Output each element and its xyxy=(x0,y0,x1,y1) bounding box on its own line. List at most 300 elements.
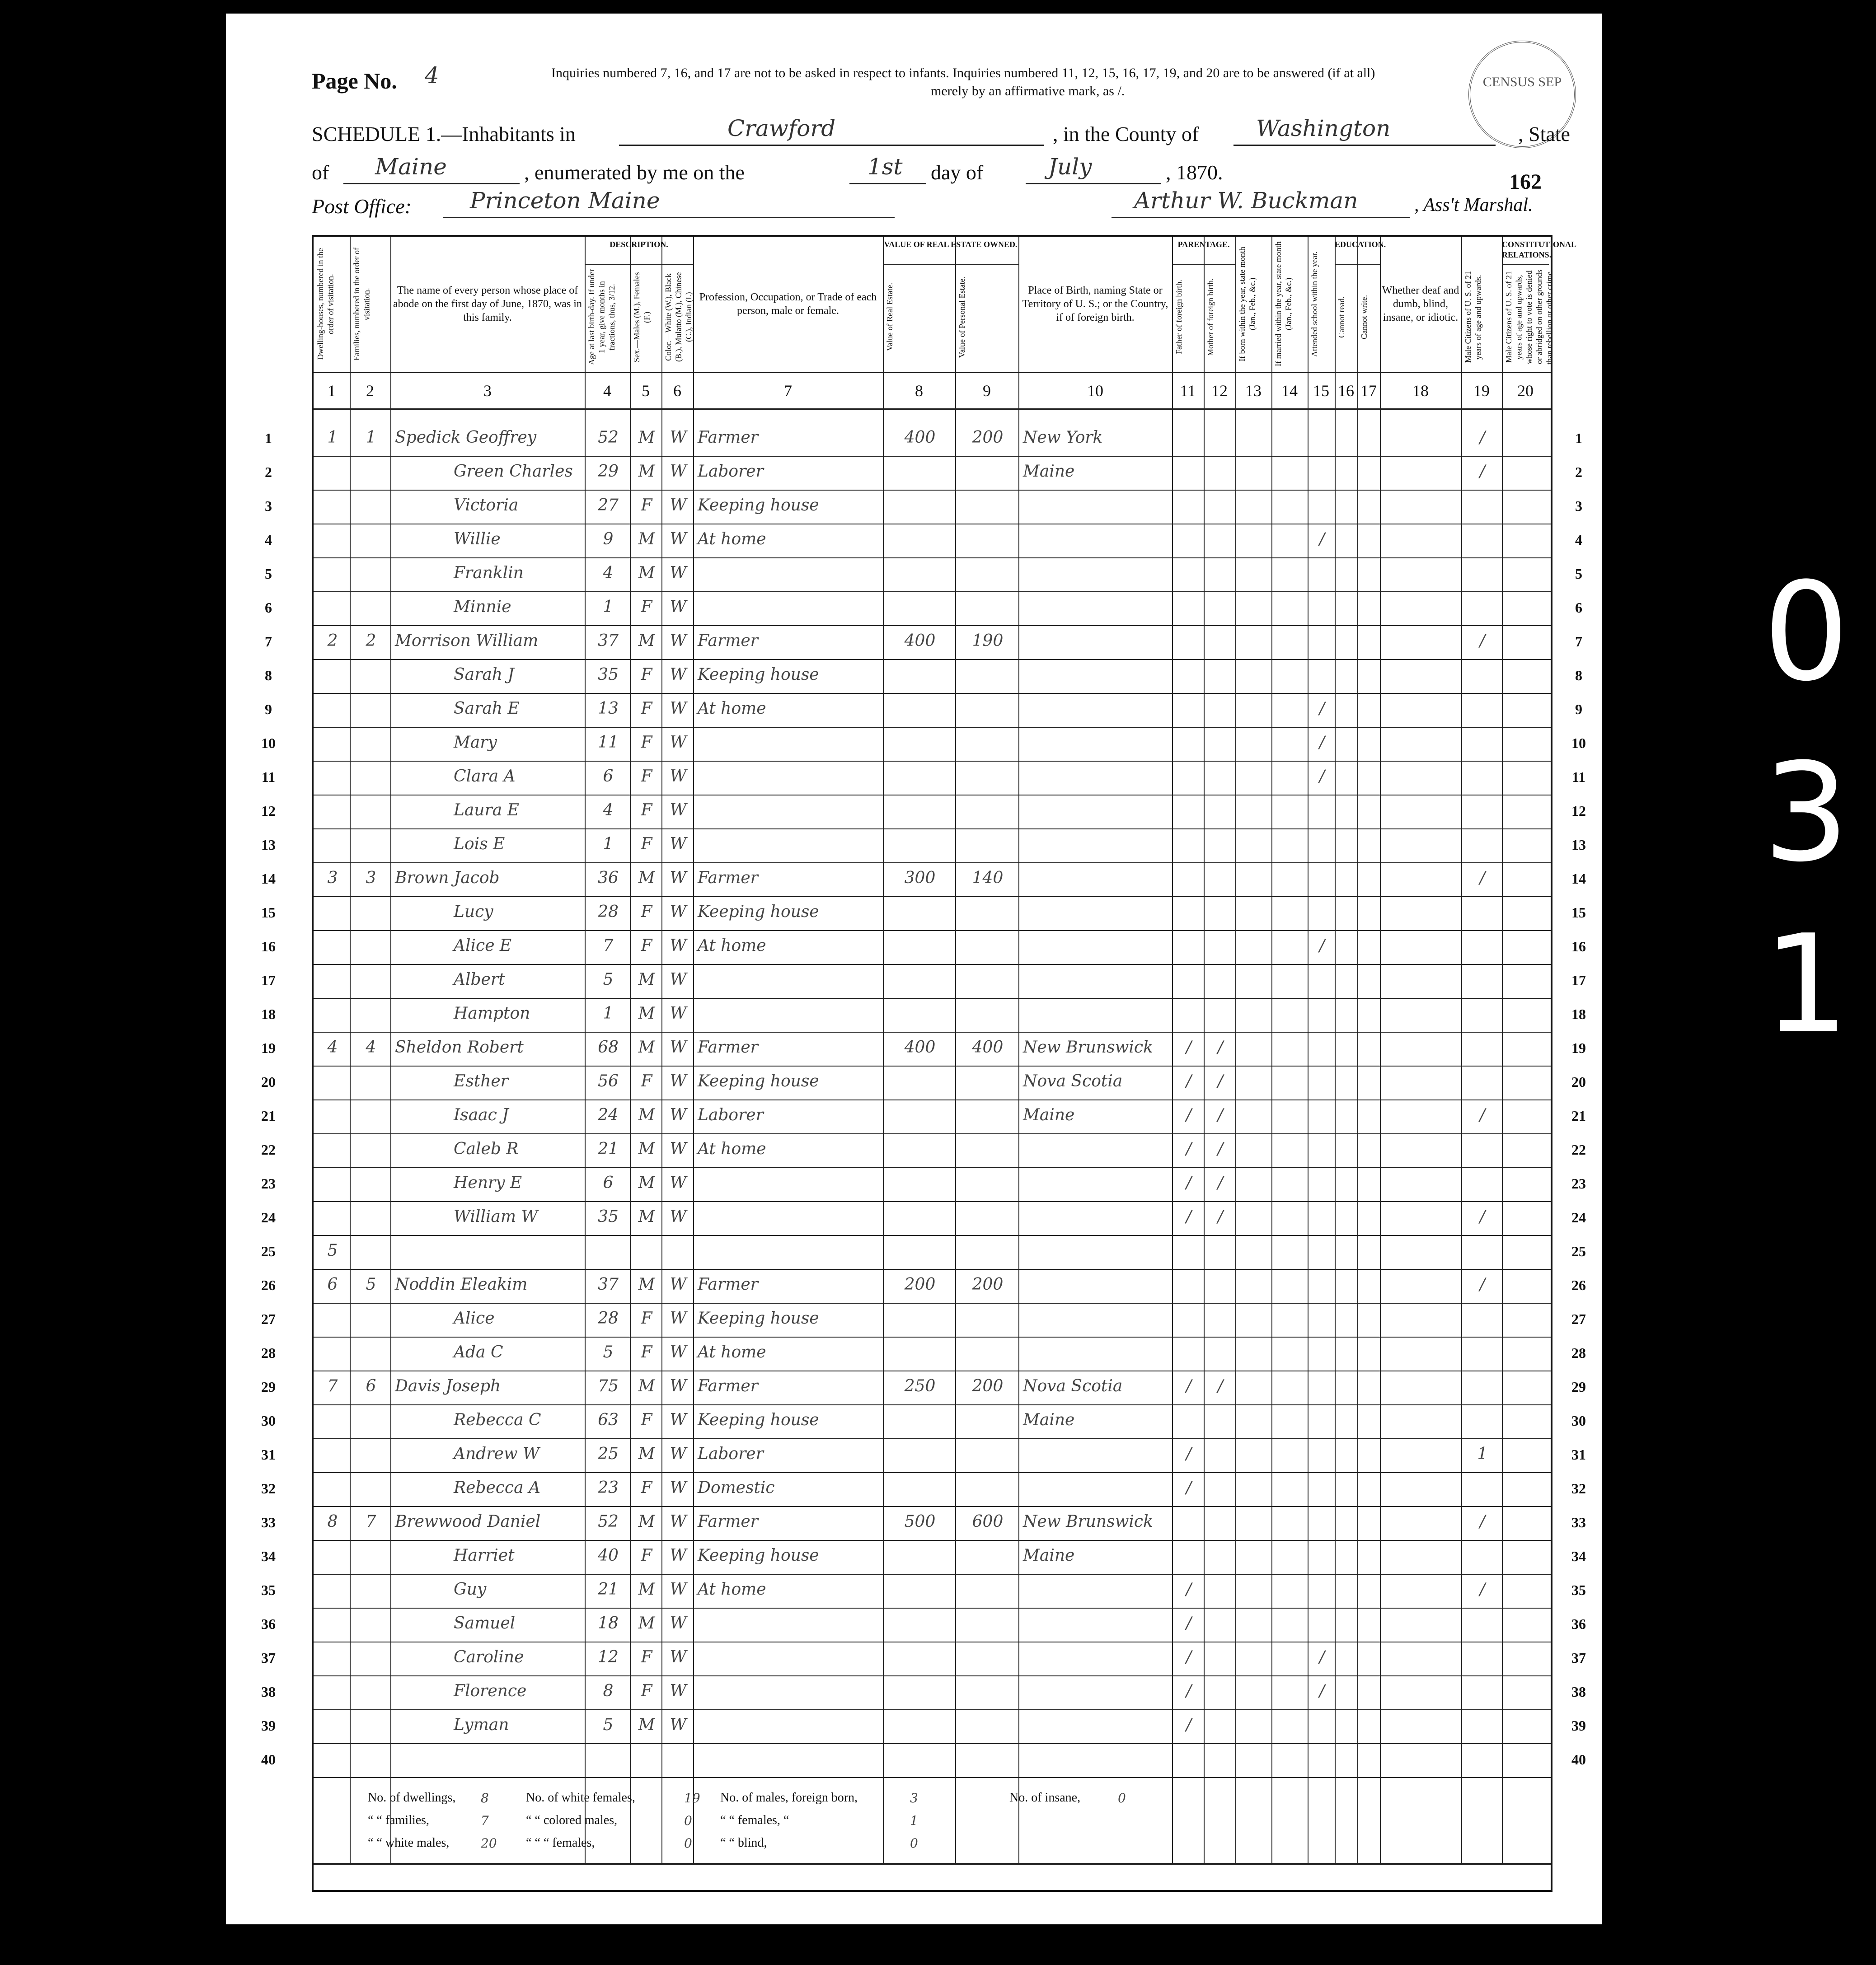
row-19-dw: 4 xyxy=(327,1038,338,1057)
row-29-color: W xyxy=(670,1377,687,1395)
frame-mark-3: 1 xyxy=(1763,906,1849,1063)
column-number-17: 17 xyxy=(1360,382,1377,400)
row-26-occ: Farmer xyxy=(698,1275,758,1294)
column-rule xyxy=(1461,237,1462,1863)
column-header-16: Cannot read. xyxy=(1337,296,1346,338)
group-rule xyxy=(883,264,1018,265)
row-37-sex: F xyxy=(641,1648,652,1666)
row-33-birth: New Brunswick xyxy=(1023,1512,1153,1531)
row-number-right: 38 xyxy=(1571,1684,1586,1700)
column-group-real-estate: VALUE OF REAL ESTATE OWNED. xyxy=(884,240,1018,249)
row-26-dw: 6 xyxy=(327,1275,338,1294)
footer-colored-females: 0 xyxy=(684,1836,692,1851)
footer-colored-males-label: “ “ colored males, xyxy=(526,1813,618,1827)
row-number-right: 19 xyxy=(1571,1040,1586,1056)
row-30-name: Rebecca C xyxy=(454,1411,541,1429)
column-rule xyxy=(1172,237,1173,1863)
column-header-19: Male Citizens of U. S. of 21 years of age and upwards. xyxy=(1463,271,1483,363)
row-15-name: Lucy xyxy=(454,903,493,921)
row-23-age: 6 xyxy=(603,1174,614,1192)
row-26-pe: 200 xyxy=(972,1275,1004,1294)
row-36-age: 18 xyxy=(598,1614,619,1633)
row-9-color: W xyxy=(670,699,687,718)
row-rule xyxy=(314,693,1551,694)
row-33-age: 52 xyxy=(598,1512,619,1531)
row-28-age: 5 xyxy=(603,1343,614,1361)
row-31-m19: 1 xyxy=(1477,1445,1488,1463)
row-7-dw: 2 xyxy=(327,632,338,650)
row-28-name: Ada C xyxy=(454,1343,503,1361)
row-number-right: 17 xyxy=(1571,972,1586,988)
column-number-7: 7 xyxy=(784,382,792,400)
row-26-color: W xyxy=(670,1275,687,1294)
row-19-occ: Farmer xyxy=(698,1038,758,1057)
row-13-sex: F xyxy=(641,835,652,853)
page-label: Page No. xyxy=(312,68,397,94)
row-number-right: 39 xyxy=(1571,1717,1586,1734)
row-11-name: Clara A xyxy=(454,767,516,786)
column-header-3: The name of every person whose place of abode on the first day of June, 1870, was in this family. xyxy=(393,285,582,323)
row-38-age: 8 xyxy=(603,1682,614,1700)
row-number-right: 13 xyxy=(1571,837,1586,853)
row-22-sex: M xyxy=(638,1140,655,1158)
row-number-right: 15 xyxy=(1571,904,1586,921)
row-6-name: Minnie xyxy=(454,598,511,616)
row-number-right: 29 xyxy=(1571,1379,1586,1395)
row-34-color: W xyxy=(670,1546,687,1565)
row-12-age: 4 xyxy=(603,801,614,819)
column-number-16: 16 xyxy=(1338,382,1354,400)
row-21-sex: M xyxy=(638,1106,655,1124)
row-number-left: 8 xyxy=(265,667,272,683)
column-group-description: DESCRIPTION. xyxy=(610,240,668,249)
row-number-right: 6 xyxy=(1575,599,1582,616)
row-6-age: 1 xyxy=(603,598,614,616)
column-number-8: 8 xyxy=(915,382,923,400)
row-8-occ: Keeping house xyxy=(698,665,819,684)
row-number-left: 38 xyxy=(261,1684,276,1700)
row-rule xyxy=(314,1574,1551,1575)
footer-white-males: 20 xyxy=(481,1836,497,1851)
row-38-sex: F xyxy=(641,1682,652,1700)
township-name: Crawford xyxy=(727,115,836,141)
row-30-color: W xyxy=(670,1411,687,1429)
row-14-re: 300 xyxy=(904,869,936,887)
column-number-20: 20 xyxy=(1517,382,1534,400)
row-31-occ: Laborer xyxy=(698,1445,764,1463)
row-number-left: 6 xyxy=(265,599,272,616)
footer-colored-males: 0 xyxy=(684,1813,692,1828)
row-29-birth: Nova Scotia xyxy=(1023,1377,1123,1395)
row-4-name: Willie xyxy=(454,530,501,548)
row-number-left: 30 xyxy=(261,1413,276,1429)
row-29-sex: M xyxy=(638,1377,655,1395)
row-31-name: Andrew W xyxy=(454,1445,540,1463)
row-17-sex: M xyxy=(638,970,655,989)
row-rule xyxy=(314,591,1551,592)
row-21-name: Isaac J xyxy=(454,1106,509,1124)
row-7-pe: 190 xyxy=(972,632,1004,650)
state-label: , State xyxy=(1518,122,1570,145)
row-12-sex: F xyxy=(641,801,652,819)
row-number-right: 7 xyxy=(1575,633,1582,650)
row-5-name: Franklin xyxy=(454,564,524,582)
column-header-5: Sex.—Males (M.), Females (F.) xyxy=(632,272,652,362)
row-rule xyxy=(314,1675,1551,1676)
row-number-right: 2 xyxy=(1575,464,1582,480)
row-33-pe: 600 xyxy=(972,1512,1004,1531)
row-19-color: W xyxy=(670,1038,687,1057)
row-number-right: 12 xyxy=(1571,803,1586,819)
row-23-m11: / xyxy=(1186,1174,1192,1192)
row-number-right: 22 xyxy=(1571,1142,1586,1158)
row-20-occ: Keeping house xyxy=(698,1072,819,1090)
column-header-11: Father of foreign birth. xyxy=(1174,280,1183,355)
row-14-color: W xyxy=(670,869,687,887)
row-number-left: 31 xyxy=(261,1446,276,1463)
footer-white-females-label: No. of white females, xyxy=(526,1791,635,1805)
row-39-m11: / xyxy=(1186,1716,1192,1734)
row-4-m15: / xyxy=(1319,530,1325,548)
row-24-m12: / xyxy=(1217,1207,1224,1226)
footer-blind-label: “ “ blind, xyxy=(720,1836,767,1850)
row-39-color: W xyxy=(670,1716,687,1734)
row-28-sex: F xyxy=(641,1343,652,1361)
row-37-m15: / xyxy=(1319,1648,1325,1666)
census-table xyxy=(261,235,1586,1892)
row-2-color: W xyxy=(670,462,687,481)
column-number-10: 10 xyxy=(1087,382,1103,400)
row-number-left: 26 xyxy=(261,1277,276,1293)
row-32-sex: F xyxy=(641,1478,652,1497)
row-24-sex: M xyxy=(638,1207,655,1226)
row-9-sex: F xyxy=(641,699,652,718)
enumerated-label: , enumerated by me on the xyxy=(524,161,745,184)
row-4-color: W xyxy=(670,530,687,548)
row-rule xyxy=(314,828,1551,829)
row-number-left: 15 xyxy=(261,904,276,921)
row-2-sex: M xyxy=(638,462,655,481)
row-33-re: 500 xyxy=(904,1512,936,1531)
footer-blind: 0 xyxy=(910,1836,918,1851)
row-number-left: 19 xyxy=(261,1040,276,1056)
row-26-sex: M xyxy=(638,1275,655,1294)
row-rule xyxy=(314,1540,1551,1541)
row-number-left: 10 xyxy=(261,735,276,751)
row-9-age: 13 xyxy=(598,699,619,718)
footer-insane: 0 xyxy=(1118,1791,1126,1806)
row-29-fam: 6 xyxy=(366,1377,376,1395)
column-rule xyxy=(630,237,631,1863)
column-rule xyxy=(1357,237,1358,1863)
row-10-name: Mary xyxy=(454,733,497,752)
row-24-name: William W xyxy=(454,1207,538,1226)
column-header-12: Mother of foreign birth. xyxy=(1206,278,1215,356)
row-14-m19: / xyxy=(1479,869,1486,887)
marshal-label: , Ass't Marshal. xyxy=(1414,195,1533,215)
row-18-name: Hampton xyxy=(454,1004,530,1023)
row-12-color: W xyxy=(670,801,687,819)
column-number-4: 4 xyxy=(603,382,611,400)
footer-dwellings-label: No. of dwellings, xyxy=(368,1791,456,1805)
row-20-age: 56 xyxy=(598,1072,619,1090)
row-20-birth: Nova Scotia xyxy=(1023,1072,1123,1090)
column-header-10: Place of Birth, naming State or Territory of U. S.; or the Country, if of foreign birth. xyxy=(1022,285,1168,323)
row-number-right: 35 xyxy=(1571,1582,1586,1598)
row-8-name: Sarah J xyxy=(454,665,514,684)
row-29-m11: / xyxy=(1186,1377,1192,1395)
row-16-name: Alice E xyxy=(454,936,512,955)
row-3-color: W xyxy=(670,496,687,515)
row-number-left: 29 xyxy=(261,1379,276,1395)
number-rule xyxy=(314,408,1551,410)
row-38-name: Florence xyxy=(454,1682,527,1700)
row-19-m12: / xyxy=(1217,1038,1224,1057)
row-32-name: Rebecca A xyxy=(454,1478,540,1497)
row-35-name: Guy xyxy=(454,1580,487,1599)
row-rule xyxy=(314,1269,1551,1270)
row-33-name: Brewwood Daniel xyxy=(395,1512,541,1531)
row-30-sex: F xyxy=(641,1411,652,1429)
column-number-14: 14 xyxy=(1281,382,1298,400)
row-21-m11: / xyxy=(1186,1106,1192,1124)
row-2-name: Green Charles xyxy=(454,462,573,481)
row-11-m15: / xyxy=(1319,767,1325,786)
enumeration-day: 1st xyxy=(868,154,903,180)
row-rule xyxy=(314,896,1551,897)
row-2-m19: / xyxy=(1479,462,1486,481)
row-3-age: 27 xyxy=(598,496,619,515)
row-number-left: 17 xyxy=(261,972,276,988)
row-rule xyxy=(314,456,1551,457)
county-name: Washington xyxy=(1256,115,1391,141)
row-rule xyxy=(314,1472,1551,1473)
row-rule xyxy=(314,1167,1551,1168)
row-number-left: 14 xyxy=(261,870,276,887)
row-number-left: 18 xyxy=(261,1006,276,1022)
row-1-dw: 1 xyxy=(327,428,338,447)
row-number-right: 36 xyxy=(1571,1616,1586,1632)
sheet-number: 162 xyxy=(1509,170,1542,194)
row-20-m11: / xyxy=(1186,1072,1192,1090)
row-35-m11: / xyxy=(1186,1580,1192,1599)
header-rule xyxy=(314,372,1551,373)
footer-white-males-label: “ “ white males, xyxy=(368,1836,450,1850)
row-37-name: Caroline xyxy=(454,1648,524,1666)
row-19-birth: New Brunswick xyxy=(1023,1038,1153,1057)
row-number-left: 33 xyxy=(261,1514,276,1530)
row-16-m15: / xyxy=(1319,936,1325,955)
row-rule xyxy=(314,490,1551,491)
column-number-18: 18 xyxy=(1412,382,1429,400)
row-18-sex: M xyxy=(638,1004,655,1023)
column-header-13: If born within the year, state month (Jan., Feb., &c.) xyxy=(1238,247,1257,361)
post-office-name: Princeton Maine xyxy=(470,187,660,214)
column-number-19: 19 xyxy=(1473,382,1490,400)
row-34-name: Harriet xyxy=(454,1546,515,1565)
row-number-right: 26 xyxy=(1571,1277,1586,1293)
row-rule xyxy=(314,1438,1551,1439)
row-19-sex: M xyxy=(638,1038,655,1057)
column-header-2: Families, numbered in the order of visitation. xyxy=(352,248,371,360)
row-10-color: W xyxy=(670,733,687,752)
post-office-label: Post Office: xyxy=(312,195,412,218)
row-number-right: 20 xyxy=(1571,1074,1586,1090)
row-30-birth: Maine xyxy=(1023,1411,1075,1429)
row-6-sex: F xyxy=(641,598,652,616)
footer-males-foreign: 3 xyxy=(910,1791,918,1806)
row-9-name: Sarah E xyxy=(454,699,520,718)
column-rule xyxy=(585,237,586,1863)
row-19-fam: 4 xyxy=(366,1038,376,1057)
row-9-m15: / xyxy=(1319,699,1325,718)
row-rule xyxy=(314,1743,1551,1744)
footer-colored-females-label: “ “ “ females, xyxy=(526,1836,595,1850)
row-31-age: 25 xyxy=(598,1445,619,1463)
row-1-birth: New York xyxy=(1023,428,1103,447)
row-rule xyxy=(314,1506,1551,1507)
row-number-left: 9 xyxy=(265,701,272,717)
row-22-occ: At home xyxy=(698,1140,766,1158)
row-30-occ: Keeping house xyxy=(698,1411,819,1429)
row-number-left: 23 xyxy=(261,1175,276,1192)
totals-rule xyxy=(314,1863,1551,1865)
row-32-age: 23 xyxy=(598,1478,619,1497)
row-number-right: 8 xyxy=(1575,667,1582,683)
row-number-left: 20 xyxy=(261,1074,276,1090)
row-22-name: Caleb R xyxy=(454,1140,519,1158)
row-11-age: 6 xyxy=(603,767,614,786)
column-rule xyxy=(1380,237,1381,1863)
group-rule xyxy=(1172,264,1235,265)
column-number-11: 11 xyxy=(1180,382,1196,400)
row-35-m19: / xyxy=(1479,1580,1486,1599)
row-19-m11: / xyxy=(1186,1038,1192,1057)
column-header-18: Whether deaf and dumb, blind, insane, or idiotic. xyxy=(1382,285,1459,323)
row-20-sex: F xyxy=(641,1072,652,1090)
row-14-pe: 140 xyxy=(972,869,1004,887)
schedule-label: SCHEDULE 1.—Inhabitants in xyxy=(312,122,576,145)
row-10-sex: F xyxy=(641,733,652,752)
column-rule xyxy=(1018,237,1019,1863)
row-1-name: Spedick Geoffrey xyxy=(395,428,537,447)
frame-mark-1: 0 xyxy=(1763,553,1849,711)
column-header-20: Male Citizens of U. S. of 21 years of age and upwards, whose right to vote is denied or abridged on other grounds than rebellion or other crime. xyxy=(1504,269,1554,365)
group-rule xyxy=(1335,264,1380,265)
row-36-sex: M xyxy=(638,1614,655,1633)
row-number-left: 4 xyxy=(265,532,272,548)
column-header-1: Dwelling-houses, numbered in the order of visitation. xyxy=(316,248,335,360)
row-number-left: 7 xyxy=(265,633,272,650)
row-39-sex: M xyxy=(638,1716,655,1734)
column-rule xyxy=(1235,237,1236,1863)
row-rule xyxy=(314,761,1551,762)
row-2-birth: Maine xyxy=(1023,462,1075,481)
row-number-left: 22 xyxy=(261,1142,276,1158)
row-number-right: 28 xyxy=(1571,1345,1586,1361)
column-number-3: 3 xyxy=(483,382,492,400)
marshal-signature: Arthur W. Buckman xyxy=(1134,187,1358,214)
row-number-right: 32 xyxy=(1571,1480,1586,1497)
row-number-left: 12 xyxy=(261,803,276,819)
row-number-right: 25 xyxy=(1571,1243,1586,1259)
row-29-m12: / xyxy=(1217,1377,1224,1395)
column-header-17: Cannot write. xyxy=(1360,295,1369,339)
row-rule xyxy=(314,1709,1551,1710)
row-37-m11: / xyxy=(1186,1648,1192,1666)
row-number-left: 36 xyxy=(261,1616,276,1632)
row-number-right: 33 xyxy=(1571,1514,1586,1530)
row-22-age: 21 xyxy=(598,1140,619,1158)
row-15-occ: Keeping house xyxy=(698,903,819,921)
column-header-6: Color.—White (W.), Black (B.), Mulatto (M.), Chinese (C.), Indian (I.) xyxy=(664,272,693,362)
row-number-left: 27 xyxy=(261,1311,276,1327)
row-32-color: W xyxy=(670,1478,687,1497)
row-14-sex: M xyxy=(638,869,655,887)
row-15-age: 28 xyxy=(598,903,619,921)
row-36-name: Samuel xyxy=(454,1614,516,1633)
row-number-right: 21 xyxy=(1571,1108,1586,1124)
column-number-5: 5 xyxy=(642,382,650,400)
row-27-name: Alice xyxy=(454,1309,495,1328)
row-14-age: 36 xyxy=(598,869,619,887)
row-3-name: Victoria xyxy=(454,496,519,515)
row-20-color: W xyxy=(670,1072,687,1090)
row-11-sex: F xyxy=(641,767,652,786)
row-14-name: Brown Jacob xyxy=(395,869,500,887)
row-10-m15: / xyxy=(1319,733,1325,752)
row-number-left: 21 xyxy=(261,1108,276,1124)
row-9-occ: At home xyxy=(698,699,766,718)
footer-females-foreign: 1 xyxy=(910,1813,918,1828)
row-rule xyxy=(314,1404,1551,1405)
footer-females-foreign-label: “ “ females, “ xyxy=(720,1813,789,1827)
row-12-name: Laura E xyxy=(454,801,519,819)
row-number-left: 32 xyxy=(261,1480,276,1497)
row-rule xyxy=(314,625,1551,626)
footer-dwellings: 8 xyxy=(481,1791,489,1806)
row-2-age: 29 xyxy=(598,462,619,481)
state-name: Maine xyxy=(375,154,447,180)
row-rule xyxy=(314,557,1551,558)
column-group-education: EDUCATION. xyxy=(1335,240,1386,249)
row-8-color: W xyxy=(670,665,687,684)
row-23-color: W xyxy=(670,1174,687,1192)
row-number-right: 23 xyxy=(1571,1175,1586,1192)
row-1-pe: 200 xyxy=(972,428,1004,447)
row-37-color: W xyxy=(670,1648,687,1666)
column-rule xyxy=(955,237,956,1863)
footer-insane-label: No. of insane, xyxy=(1009,1791,1081,1805)
row-8-sex: F xyxy=(641,665,652,684)
row-11-color: W xyxy=(670,767,687,786)
row-28-occ: At home xyxy=(698,1343,766,1361)
row-rule xyxy=(314,1608,1551,1609)
row-38-m11: / xyxy=(1186,1682,1192,1700)
row-8-age: 35 xyxy=(598,665,619,684)
row-number-right: 31 xyxy=(1571,1446,1586,1463)
row-number-left: 1 xyxy=(265,430,272,446)
row-15-sex: F xyxy=(641,903,652,921)
row-10-age: 11 xyxy=(598,733,619,752)
row-1-occ: Farmer xyxy=(698,428,758,447)
column-group-constitutional: CONSTITUTIONAL RELATIONS. xyxy=(1502,240,1577,259)
row-29-re: 250 xyxy=(904,1377,936,1395)
row-3-sex: F xyxy=(641,496,652,515)
row-4-age: 9 xyxy=(603,530,614,548)
column-rule xyxy=(693,237,694,1863)
column-rule xyxy=(661,237,662,1863)
